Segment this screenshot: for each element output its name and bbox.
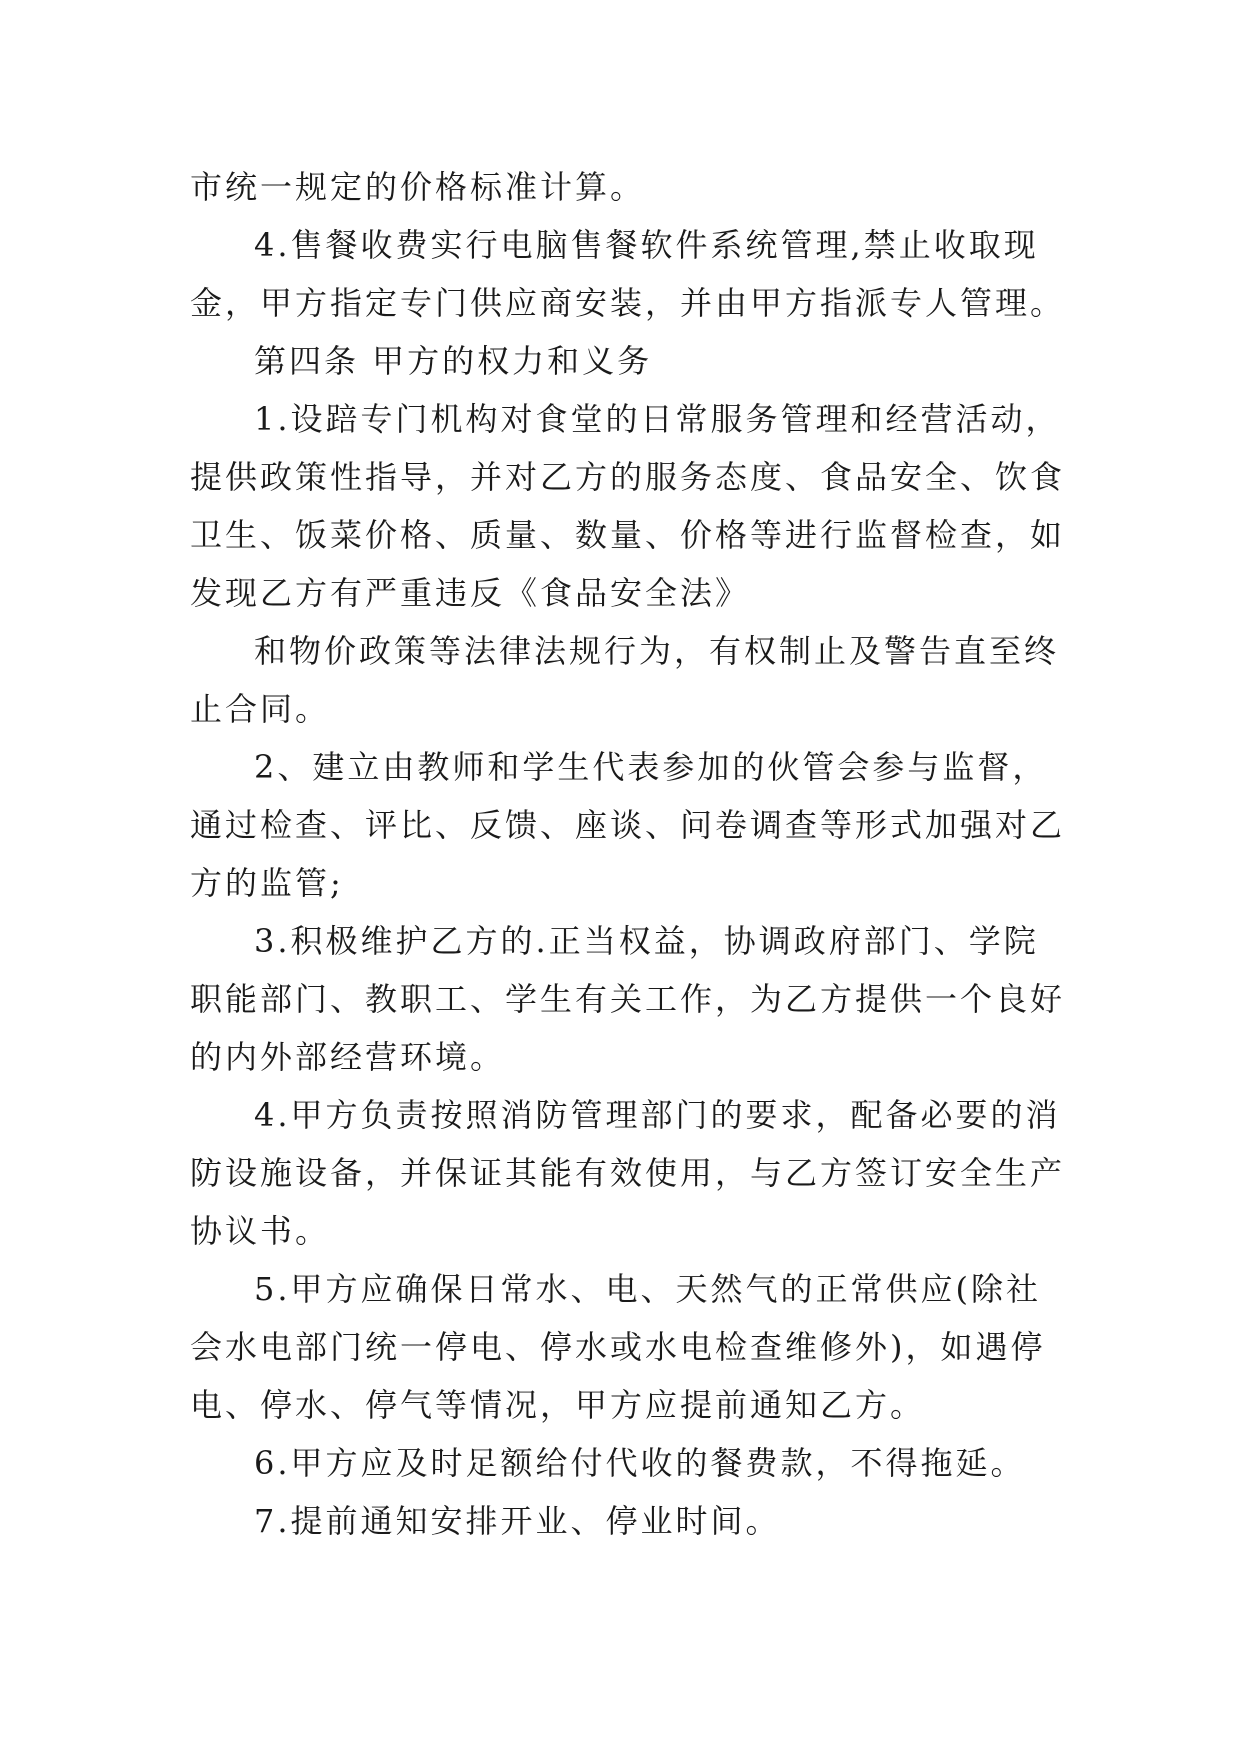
- paragraph-item-7-notice: 7.提前通知安排开业、停业时间。: [254, 1502, 781, 1540]
- paragraph-price-standard: 市统一规定的价格标准计算。: [190, 168, 646, 206]
- paragraph-item-1-continued: 和物价政策等法律法规行为，有权制止及警告直至终止合同。: [190, 632, 1060, 728]
- paragraph-item-6-payment: 6.甲方应及时足额给付代收的餐费款，不得拖延。: [254, 1444, 1026, 1482]
- document-body: [190, 158, 1070, 1550]
- paragraph-item-2-committee: 2、建立由教师和学生代表参加的伙管会参与监督，通过检查、评比、反馈、座谈、问卷调查等形式加强对乙方的监管;: [190, 748, 1066, 902]
- paragraph-item-1-supervision: 1.设踣专门机构对食堂的日常服务管理和经营活动，提供政策性指导，并对乙方的服务态度、食品安全、饮食卫生、饭菜价格、质量、数量、价格等进行监督检查，如发现乙方有严重违反《食品安全法》: [190, 400, 1066, 612]
- section-heading-article-4: 第四条 甲方的权力和义务: [254, 342, 653, 380]
- paragraph-item-4-fire-safety: 4.甲方负责按照消防管理部门的要求，配备必要的消防设施设备，并保证其能有效使用，与乙方签订安全生产协议书。: [190, 1096, 1066, 1250]
- paragraph-item-4-billing: 4.售餐收费实行电脑售餐软件系统管理,禁止收取现金，甲方指定专门供应商安装，并由甲方指派专人管理。: [190, 226, 1066, 322]
- paragraph-item-5-utilities: 5.甲方应确保日常水、电、天然气的正常供应(除社会水电部门统一停电、停水或水电检查维修外)，如遇停电、停水、停气等情况，甲方应提前通知乙方。: [190, 1270, 1046, 1424]
- paragraph-item-3-rights: 3.积极维护乙方的.正当权益，协调政府部门、学院职能部门、教职工、学生有关工作，为乙方提供一个良好的内外部经营环境。: [190, 922, 1066, 1076]
